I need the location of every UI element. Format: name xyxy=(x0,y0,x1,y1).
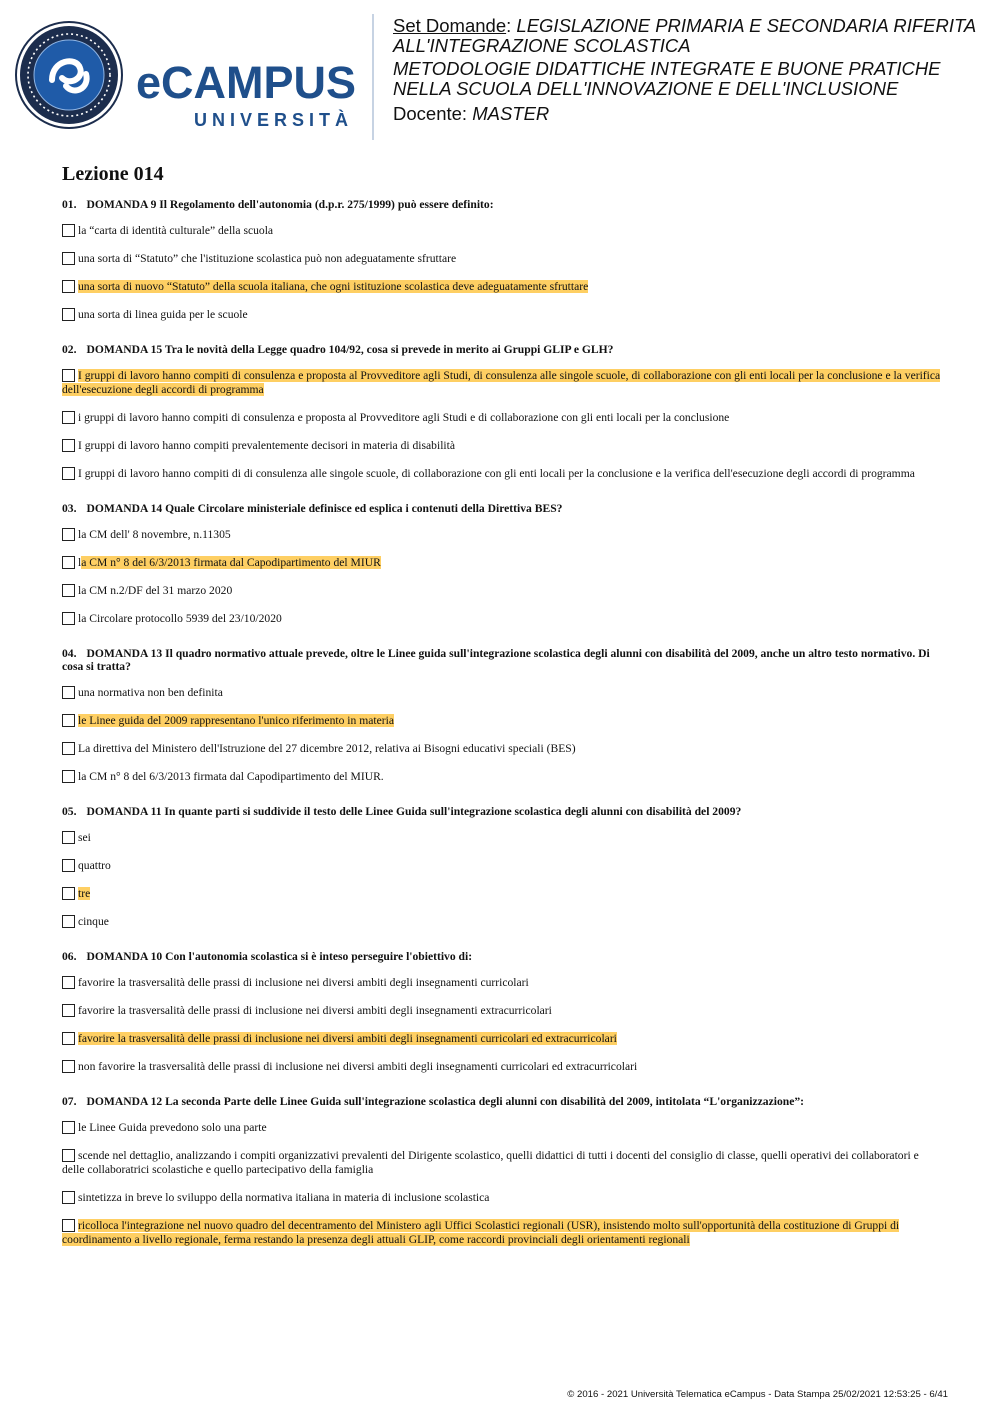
answer-option xyxy=(62,742,942,756)
question-text xyxy=(62,647,942,673)
answer-text: favorire la trasversalità delle prassi di inclusione nei diversi ambiti degli insegnamenti curricolari xyxy=(78,976,529,989)
answer-option xyxy=(62,252,942,266)
set-title-line2: ALL'INTEGRAZIONE SCOLASTICA xyxy=(393,35,691,56)
answer-text: cinque xyxy=(78,915,109,928)
question-prompt: DOMANDA 9 Il Regolamento dell'autonomia (d.p.r. 275/1999) può essere definito: xyxy=(86,198,494,211)
answer-text: non favorire la trasversalità delle prassi di inclusione nei diversi ambiti degli insegnamenti curricolari ed extracurricolari xyxy=(78,1060,638,1073)
question-number: 02. xyxy=(62,343,77,356)
question-block xyxy=(62,647,942,784)
answer-checkbox[interactable] xyxy=(62,1004,75,1017)
question-block xyxy=(62,343,942,481)
question-block xyxy=(62,950,942,1074)
answer-text: I gruppi di lavoro hanno compiti prevalentemente decisori in materia di disabilità xyxy=(78,439,456,452)
answer-text: sintetizza in breve lo sviluppo della normativa italiana in materia di inclusione scolastica xyxy=(78,1191,490,1204)
answer-checkbox[interactable] xyxy=(62,831,75,844)
question-block xyxy=(62,805,942,929)
question-text xyxy=(62,198,942,211)
question-block xyxy=(62,1095,942,1247)
footer-copyright: © 2016 - 2021 Università Telematica eCampus - Data Stampa 25/02/2021 12:53:25 - 6/41 xyxy=(567,1389,948,1400)
answer-option xyxy=(62,1149,942,1177)
answer-checkbox[interactable] xyxy=(62,976,75,989)
answer-checkbox[interactable] xyxy=(62,467,75,480)
answer-checkbox[interactable] xyxy=(62,915,75,928)
answer-text: i gruppi di lavoro hanno compiti di consulenza e proposta al Provveditore agli Studi e di collaborazione con gli enti locali per la conclusione xyxy=(78,411,730,424)
answer-option xyxy=(62,770,942,784)
answer-text: una sorta di linea guida per le scuole xyxy=(78,308,248,321)
course-title-line1: METODOLOGIE DIDATTICHE INTEGRATE E BUONE PRATICHE xyxy=(393,58,941,79)
answer-checkbox[interactable] xyxy=(62,584,75,597)
question-prompt: DOMANDA 14 Quale Circolare ministeriale definisce ed esplica i contenuti della Direttiva BES? xyxy=(86,502,563,515)
answer-option-correct xyxy=(62,556,942,570)
answer-checkbox[interactable] xyxy=(62,1032,75,1045)
answer-checkbox[interactable] xyxy=(62,770,75,783)
answer-option xyxy=(62,411,942,425)
question-text xyxy=(62,950,942,963)
answer-text: la Circolare protocollo 5939 del 23/10/2020 xyxy=(78,612,282,625)
answer-checkbox[interactable] xyxy=(62,369,75,382)
answer-checkbox[interactable] xyxy=(62,252,75,265)
question-prompt: DOMANDA 12 La seconda Parte delle Linee Guida sull'integrazione scolastica degli alunni con disabilità del 2009, intitolata “L'organizzazione”: xyxy=(86,1095,805,1108)
answer-checkbox[interactable] xyxy=(62,556,75,569)
answer-option xyxy=(62,686,942,700)
question-number: 04. xyxy=(62,647,77,660)
lesson-title: Lezione 014 xyxy=(62,163,164,185)
set-title: LEGISLAZIONE PRIMARIA E SECONDARIA RIFERITA xyxy=(516,15,977,36)
question-number: 07. xyxy=(62,1095,77,1108)
question-text xyxy=(62,805,942,818)
answer-option-correct xyxy=(62,280,942,294)
answer-checkbox[interactable] xyxy=(62,1219,75,1232)
answer-checkbox[interactable] xyxy=(62,439,75,452)
answer-checkbox[interactable] xyxy=(62,1060,75,1073)
answer-checkbox[interactable] xyxy=(62,411,75,424)
question-number: 03. xyxy=(62,502,77,515)
answer-checkbox[interactable] xyxy=(62,1191,75,1204)
logo-wordmark: eCAMPUS xyxy=(136,57,357,108)
question-number: 06. xyxy=(62,950,77,963)
answer-text-highlighted: a CM n° 8 del 6/3/2013 firmata dal Capodipartimento del MIUR xyxy=(81,556,381,569)
answer-text: scende nel dettaglio, analizzando i compiti organizzativi prevalenti del Dirigente scolastico, quelli didattici di tutti i docenti del consiglio di classe, quelli operativi dei collaboratori e delle collaboratrici scolastiche e quello partecipativo della famiglia xyxy=(62,1149,919,1176)
answer-text-highlighted: le Linee guida del 2009 rappresentano l'unico riferimento in materia xyxy=(78,714,394,727)
answer-option xyxy=(62,831,942,845)
answer-text: I gruppi di lavoro hanno compiti di di consulenza alle singole scuole, di collaborazione con gli enti locali per la conclusione e la verifica dell'esecuzione degli accordi di programma xyxy=(78,467,915,480)
answer-text: quattro xyxy=(78,859,111,872)
question-text xyxy=(62,1095,942,1108)
header-info xyxy=(393,16,998,124)
question-block xyxy=(62,502,942,626)
answer-checkbox[interactable] xyxy=(62,686,75,699)
set-label: Set Domande xyxy=(393,15,507,36)
answer-text-highlighted: I gruppi di lavoro hanno compiti di consulenza e proposta al Provveditore agli Studi, di consulenza alle singole scuole, di collaborazione con gli enti locali per la conclusione e la verifica dell'esecuzione degli accordi di programma xyxy=(62,369,941,396)
question-text xyxy=(62,502,942,515)
answer-text: la CM n° 8 del 6/3/2013 firmata dal Capodipartimento del MIUR. xyxy=(78,770,384,783)
answer-option xyxy=(62,1121,942,1135)
answer-checkbox[interactable] xyxy=(62,612,75,625)
answer-option-correct xyxy=(62,1032,942,1046)
question-prompt: DOMANDA 13 Il quadro normativo attuale prevede, oltre le Linee guida sull'integrazione scolastica degli alunni con disabilità del 2009, anche un altro testo normativo. Di cosa si tratta? xyxy=(62,647,930,673)
question-prompt: DOMANDA 15 Tra le novità della Legge quadro 104/92, cosa si prevede in merito ai Gruppi GLIP e GLH? xyxy=(86,343,614,356)
answer-checkbox[interactable] xyxy=(62,280,75,293)
answer-text: le Linee Guida prevedono solo una parte xyxy=(78,1121,267,1134)
question-block xyxy=(62,198,942,322)
question-list xyxy=(62,198,942,1268)
answer-text: sei xyxy=(78,831,91,844)
logo-subtext: UNIVERSITÀ xyxy=(194,110,354,130)
answer-option-correct xyxy=(62,369,942,397)
docente-label: Docente: xyxy=(393,103,468,124)
answer-text: la “carta di identità culturale” della scuola xyxy=(78,224,274,237)
header-divider xyxy=(372,14,374,140)
answer-option xyxy=(62,308,942,322)
answer-option-correct xyxy=(62,887,942,901)
answer-checkbox[interactable] xyxy=(62,714,75,727)
answer-checkbox[interactable] xyxy=(62,859,75,872)
question-prompt: DOMANDA 11 In quante parti si suddivide il testo delle Linee Guida sull'integrazione scolastica degli alunni con disabilità del 2009? xyxy=(86,805,742,818)
answer-text: una sorta di “Statuto” che l'istituzione scolastica può non adeguatamente sfruttare xyxy=(78,252,457,265)
answer-checkbox[interactable] xyxy=(62,742,75,755)
course-title-line2: NELLA SCUOLA DELL'INNOVAZIONE E DELL'INCLUSIONE xyxy=(393,78,899,99)
answer-checkbox[interactable] xyxy=(62,887,75,900)
answer-text: La direttiva del Ministero dell'Istruzione del 27 dicembre 2012, relativa ai Bisogni educativi speciali (BES) xyxy=(78,742,576,755)
answer-text: favorire la trasversalità delle prassi di inclusione nei diversi ambiti degli insegnamenti extracurricolari xyxy=(78,1004,552,1017)
answer-option xyxy=(62,1060,942,1074)
answer-text-highlighted: una sorta di nuovo “Statuto” della scuola italiana, che ogni istituzione scolastica deve adeguatamente sfruttare xyxy=(78,280,589,293)
answer-option xyxy=(62,467,942,481)
question-number: 05. xyxy=(62,805,77,818)
ecampus-emblem-icon xyxy=(14,20,359,130)
answer-text-highlighted: ricolloca l'integrazione nel nuovo quadro del decentramento del Ministero agli Uffici Scolastici regionali (USR), insistendo molto sull'opportunità della costituzione di Gruppi di coordinamento a livello regionale, ferma restando la presenza degli attuali GLIP, come raccordi provinciali degli orientamenti regionali xyxy=(62,1219,900,1246)
answer-option xyxy=(62,859,942,873)
answer-option xyxy=(62,612,942,626)
answer-text: la CM dell' 8 novembre, n.11305 xyxy=(78,528,231,541)
answer-option xyxy=(62,439,942,453)
answer-checkbox[interactable] xyxy=(62,224,75,237)
question-prompt: DOMANDA 10 Con l'autonomia scolastica si è inteso perseguire l'obiettivo di: xyxy=(86,950,473,963)
answer-option xyxy=(62,915,942,929)
answer-option xyxy=(62,224,942,238)
answer-option xyxy=(62,976,942,990)
answer-option xyxy=(62,1004,942,1018)
answer-checkbox[interactable] xyxy=(62,1149,75,1162)
answer-option-correct xyxy=(62,714,942,728)
answer-text: la CM n.2/DF del 31 marzo 2020 xyxy=(78,584,233,597)
answer-text-highlighted: favorire la trasversalità delle prassi di inclusione nei diversi ambiti degli insegnamenti curricolari ed extracurricolari xyxy=(78,1032,617,1045)
answer-text-prefix: l xyxy=(78,556,82,569)
answer-checkbox[interactable] xyxy=(62,1121,75,1134)
answer-option xyxy=(62,528,942,542)
answer-checkbox[interactable] xyxy=(62,308,75,321)
docente-line xyxy=(393,104,998,124)
answer-option xyxy=(62,1191,942,1205)
docente-name: MASTER xyxy=(472,103,550,124)
answer-text: una normativa non ben definita xyxy=(78,686,223,699)
question-text xyxy=(62,343,942,356)
ecampus-logo xyxy=(14,20,359,130)
answer-checkbox[interactable] xyxy=(62,528,75,541)
question-number: 01. xyxy=(62,198,77,211)
set-title-line: Set Domande: LEGISLAZIONE PRIMARIA E SECONDARIA RIFERITA xyxy=(393,15,977,36)
answer-option xyxy=(62,584,942,598)
answer-text-highlighted: tre xyxy=(78,887,91,900)
answer-option-correct xyxy=(62,1219,942,1247)
